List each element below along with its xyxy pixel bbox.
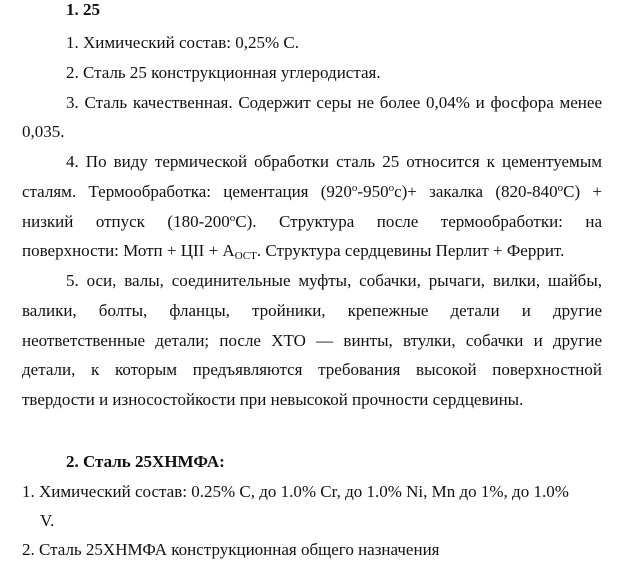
s1-item-4-line-3: [22, 212, 602, 232]
s1-item-4-line-1: 4. По виду термической обработки сталь 25 относится к цементуемым: [66, 152, 602, 171]
s1-item-4-text-c: с)+ закалка (820-840: [394, 182, 558, 201]
s1-item-5-line-4: детали, к которым предъявляются требования высокой поверхностной: [22, 360, 602, 379]
s1-item-4-text-a: сталям. Термообработка: цементация (920: [22, 182, 352, 201]
degree-mark: о: [351, 182, 358, 194]
s1-item-3-line-2: 0,035.: [22, 122, 65, 141]
s1-item-4-text-d: С) +: [563, 182, 602, 201]
section-2-heading: 2. Сталь 25ХНМФА:: [66, 452, 225, 471]
s1-item-4-text-e: низкий отпуск (180-200: [22, 212, 230, 231]
s1-item-4-line-2: [22, 182, 602, 202]
s2-item-1-line-1: 1. Химический состав: 0.25% С, до 1.0% Cr, до 1.0% Ni, Mn до 1%, до 1.0%: [22, 482, 569, 501]
s2-item-1-line-2: V.: [40, 511, 55, 530]
subscript-ost: ОСТ: [234, 250, 257, 262]
s1-item-4-line-4: [22, 241, 564, 261]
degree-mark: о: [557, 182, 564, 194]
s1-item-1: 1. Химический состав: 0,25% С.: [66, 33, 299, 52]
s1-item-4-text-h: . Структура сердцевины Перлит + Феррит.: [256, 241, 565, 260]
degree-mark: о: [388, 182, 395, 194]
s1-item-4-text-b: -950: [357, 182, 389, 201]
s1-item-5-line-5: твердости и износостойкости при невысокой прочности сердцевины.: [22, 390, 524, 409]
s1-item-4-text-g: поверхности: Мотп + ЦII + А: [22, 241, 235, 260]
s1-item-4-text-f: С). Структура после термообработки: на: [235, 212, 603, 231]
s1-item-5-line-3: неответственные детали; после ХТО — винты, втулки, собачки и другие: [22, 331, 602, 350]
s2-item-2: 2. Сталь 25ХНМФА конструкционная общего назначения: [22, 540, 440, 559]
degree-mark: о: [229, 212, 236, 224]
s1-item-5-line-2: валики, болты, фланцы, тройники, крепежные детали и другие: [22, 301, 602, 320]
s1-item-5-line-1: 5. оси, валы, соединительные муфты, собачки, рычаги, вилки, шайбы,: [66, 271, 602, 290]
s1-item-2: 2. Сталь 25 конструкционная углеродистая.: [66, 63, 381, 82]
s1-item-3-line-1: 3. Сталь качественная. Содержит серы не более 0,04% и фосфора менее: [66, 93, 602, 112]
section-1-heading: 1. 25: [66, 0, 100, 19]
